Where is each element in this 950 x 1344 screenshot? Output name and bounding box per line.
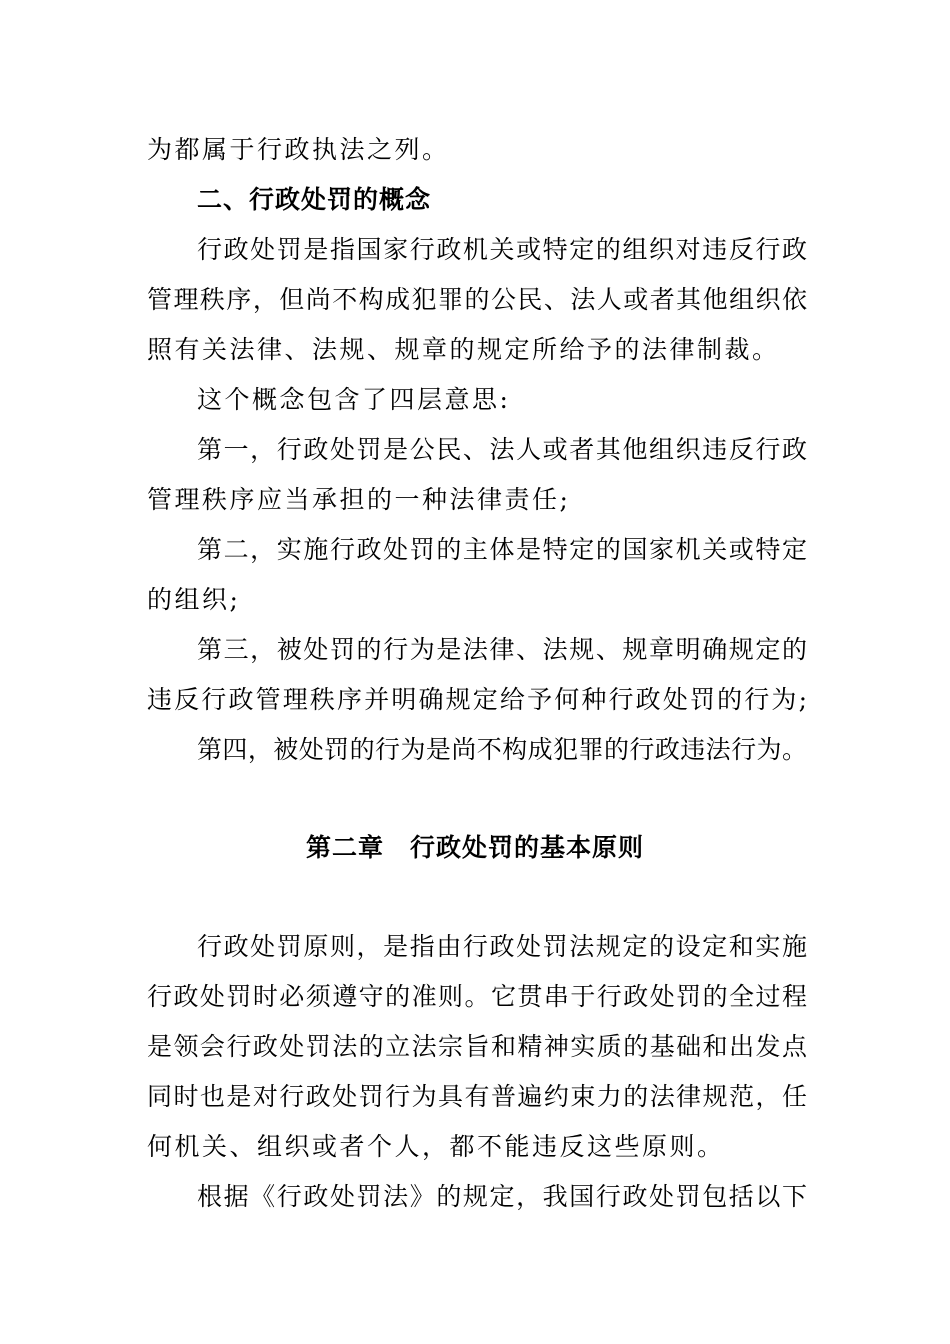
paragraph-line: 的组织; xyxy=(147,585,241,614)
paragraph-line: 违反行政管理秩序并明确规定给予何种行政处罚的行为; xyxy=(147,685,807,714)
paragraph-line: 行政处罚原则，是指由行政处罚法规定的设定和实施 xyxy=(197,932,807,961)
paragraph-line: 何机关、组织或者个人，都不能违反这些原则。 xyxy=(147,1132,725,1161)
paragraph-line: 管理秩序，但尚不构成犯罪的公民、法人或者其他组织依 xyxy=(147,285,807,314)
paragraph-line: 行政处罚是指国家行政机关或特定的组织对违反行政 xyxy=(197,235,807,264)
paragraph-line: 行政处罚时必须遵守的准则。它贯串于行政处罚的全过程 xyxy=(147,982,807,1011)
paragraph-line: 是领会行政处罚法的立法宗旨和精神实质的基础和出发点 xyxy=(147,1032,807,1061)
chapter-title: 第二章 行政处罚的基本原则 xyxy=(305,833,644,862)
paragraph-line: 根据《行政处罚法》的规定，我国行政处罚包括以下 xyxy=(197,1182,807,1211)
section-heading: 二、行政处罚的概念 xyxy=(197,185,432,214)
paragraph-line: 第二，实施行政处罚的主体是特定的国家机关或特定 xyxy=(197,535,807,564)
paragraph-line: 管理秩序应当承担的一种法律责任; xyxy=(147,485,571,514)
paragraph-line: 这个概念包含了四层意思: xyxy=(197,385,511,414)
paragraph-line: 为都属于行政执法之列。 xyxy=(147,135,450,164)
paragraph-line: 第四，被处罚的行为是尚不构成犯罪的行政违法行为。 xyxy=(197,735,807,764)
paragraph-line: 第三，被处罚的行为是法律、法规、规章明确规定的 xyxy=(197,635,807,664)
paragraph-line: 第一，行政处罚是公民、法人或者其他组织违反行政 xyxy=(197,435,807,464)
paragraph-line: 同时也是对行政处罚行为具有普遍约束力的法律规范，任 xyxy=(147,1082,807,1111)
paragraph-line: 照有关法律、法规、规章的规定所给予的法律制裁。 xyxy=(147,335,780,364)
